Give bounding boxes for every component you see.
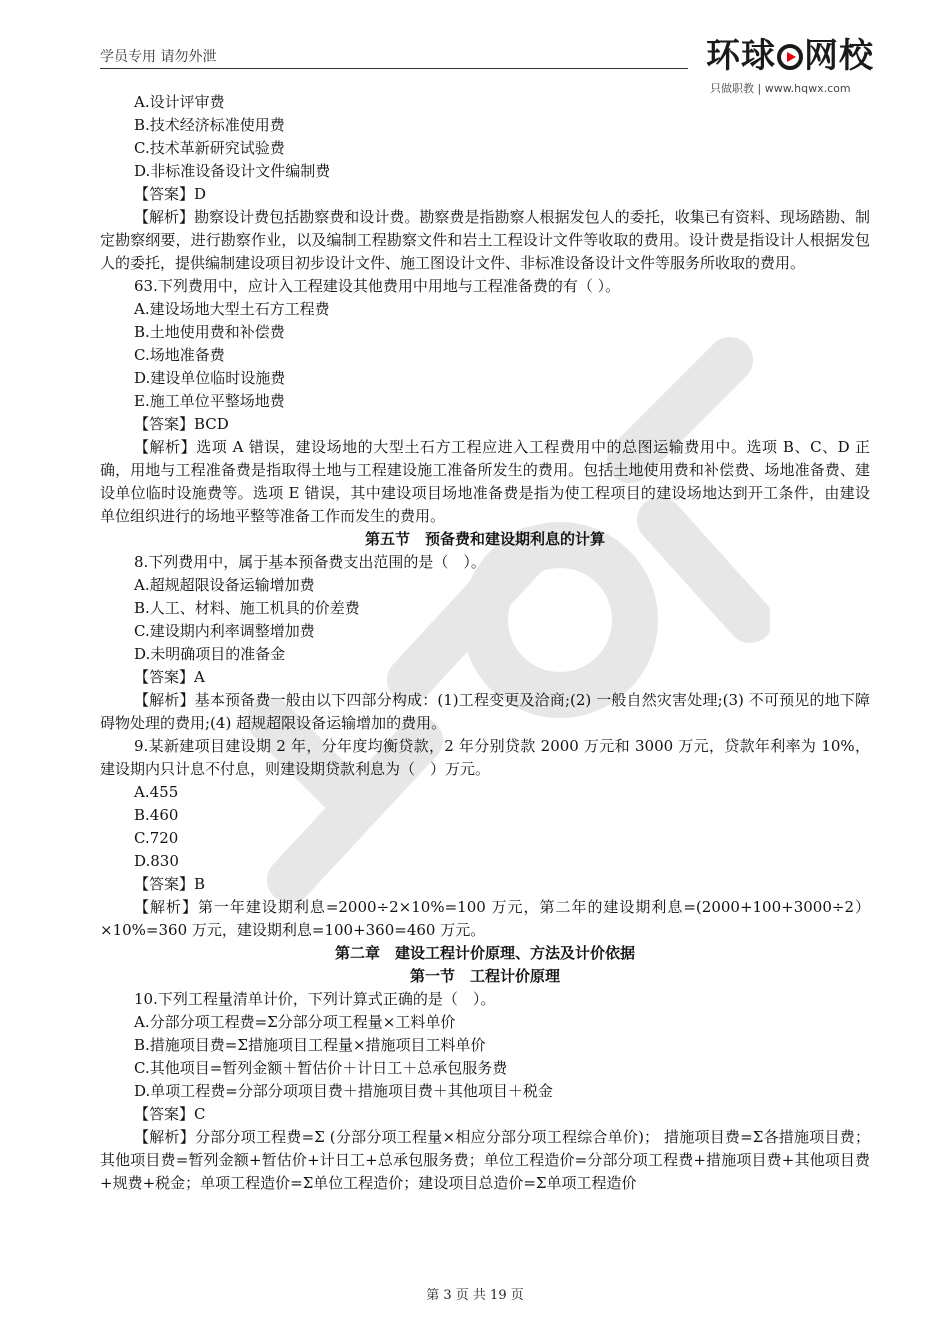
- option: A.设计评审费: [134, 93, 225, 111]
- section-heading: 第一节 工程计价原理: [409, 967, 560, 985]
- analysis: 【解析】勘察设计费包括勘察费和设计费。勘察费是指勘察人根据发包人的委托，收集已有资料、现场踏勘、制定勘察纲要，进行勘察作业，以及编制工程勘察文件和岩土工程设计文件等收取的费用。设计费是指设计人根据发包人的委托，提供编制建设项目初步设计文件、施工图设计文件、非标准设备设计文件等服务所收取的费用。: [100, 208, 870, 272]
- confidential-note: 学员专用 请勿外泄: [100, 49, 217, 65]
- option: C.其他项目=暂列金额＋暂估价＋计日工＋总承包服务费: [134, 1059, 508, 1077]
- question-stem: 10.下列工程量清单计价，下列计算式正确的是（ ）。: [134, 990, 496, 1008]
- answer: 【答案】C: [134, 1105, 206, 1123]
- section-heading: 第五节 预备费和建设期利息的计算: [364, 530, 605, 548]
- option: C.技术革新研究试验费: [134, 139, 285, 157]
- option: D.建设单位临时设施费: [134, 369, 286, 387]
- option: A.建设场地大型土石方工程费: [134, 300, 330, 318]
- option: D.单项工程费=分部分项项目费＋措施项目费＋其他项目＋税金: [134, 1082, 553, 1100]
- option: C.720: [134, 829, 179, 847]
- answer: 【答案】B: [134, 875, 206, 893]
- analysis: 【解析】分部分项工程费=Σ (分部分项工程量×相应分部分项工程综合单价)； 措施项目费=Σ各措施项目费；其他项目费=暂列金额+暂估价+计日工+总承包服务费；单位工程造价=分部分项工程费+措施项目费+其他项目费+规费+税金；单项工程造价=Σ单位工程造价；建设项目总造价=Σ单项工程造价: [100, 1128, 870, 1192]
- option: D.非标准设备设计文件编制费: [134, 162, 331, 180]
- option: E.施工单位平整场地费: [134, 392, 285, 410]
- header-rule: [100, 68, 688, 69]
- analysis: 【解析】选项 A 错误，建设场地的大型土石方工程应进入工程费用中的总图运输费用中。选项 B、C、D 正确，用地与工程准备费是指取得土地与工程建设施工准备所发生的费用。包括土地使用费和补偿费、场地准备费、建设单位临时设施费等。选项 E 错误，其中建设项目场地准备费是指为使工程项目的建设场地达到开工条件，由建设单位组织进行的场地平整等准备工作而发生的费用。: [100, 438, 870, 525]
- option: D.未明确项目的准备金: [134, 645, 286, 663]
- option: B.人工、材料、施工机具的价差费: [134, 599, 360, 617]
- answer: 【答案】BCD: [134, 415, 229, 433]
- option: C.场地准备费: [134, 346, 225, 364]
- answer: 【答案】D: [134, 185, 207, 203]
- page-header: [100, 36, 874, 96]
- page-content: [100, 91, 870, 1195]
- answer: 【答案】A: [134, 668, 205, 686]
- analysis: 【解析】基本预备费一般由以下四部分构成：(1)工程变更及洽商;(2) 一般自然灾害处理;(3) 不可预见的地下障碍物处理的费用;(4) 超规超限设备运输增加的费用。: [100, 691, 870, 732]
- logo-slogan: 只做职教 | www.hqwx.com: [710, 82, 851, 95]
- play-circle-icon: [777, 44, 803, 70]
- page-number: 第 3 页 共 19 页: [426, 1288, 524, 1303]
- option: C.建设期内利率调整增加费: [134, 622, 315, 640]
- option: B.技术经济标准使用费: [134, 116, 285, 134]
- analysis: 【解析】第一年建设期利息=2000÷2×10%=100 万元，第二年的建设期利息=(2000+100+3000÷2）×10%=360 万元，建设期利息=100+360=460 万元。: [100, 898, 870, 939]
- option: A.超规超限设备运输增加费: [134, 576, 315, 594]
- logo-wordmark: 环球 网校: [706, 36, 874, 76]
- hqwx-logo: [706, 36, 874, 96]
- question-stem: 9.某新建项目建设期 2 年，分年度均衡贷款，2 年分别贷款 2000 万元和 3000 万元，贷款年利率为 10%，建设期内只计息不付息，则建设期贷款利息为（ ）万元。: [100, 737, 870, 778]
- option: A.分部分项工程费=Σ分部分项工程量×工料单价: [134, 1013, 456, 1031]
- option: B.措施项目费=Σ措施项目工程量×措施项目工料单价: [134, 1036, 486, 1054]
- option: A.455: [134, 783, 179, 801]
- question-stem: 63.下列费用中，应计入工程建设其他费用中用地与工程准备费的有（ ）。: [134, 277, 621, 295]
- question-stem: 8.下列费用中，属于基本预备费支出范围的是（ ）。: [134, 553, 486, 571]
- option: D.830: [134, 852, 179, 870]
- option: B.460: [134, 806, 179, 824]
- option: B.土地使用费和补偿费: [134, 323, 285, 341]
- chapter-heading: 第二章 建设工程计价原理、方法及计价依据: [334, 944, 635, 962]
